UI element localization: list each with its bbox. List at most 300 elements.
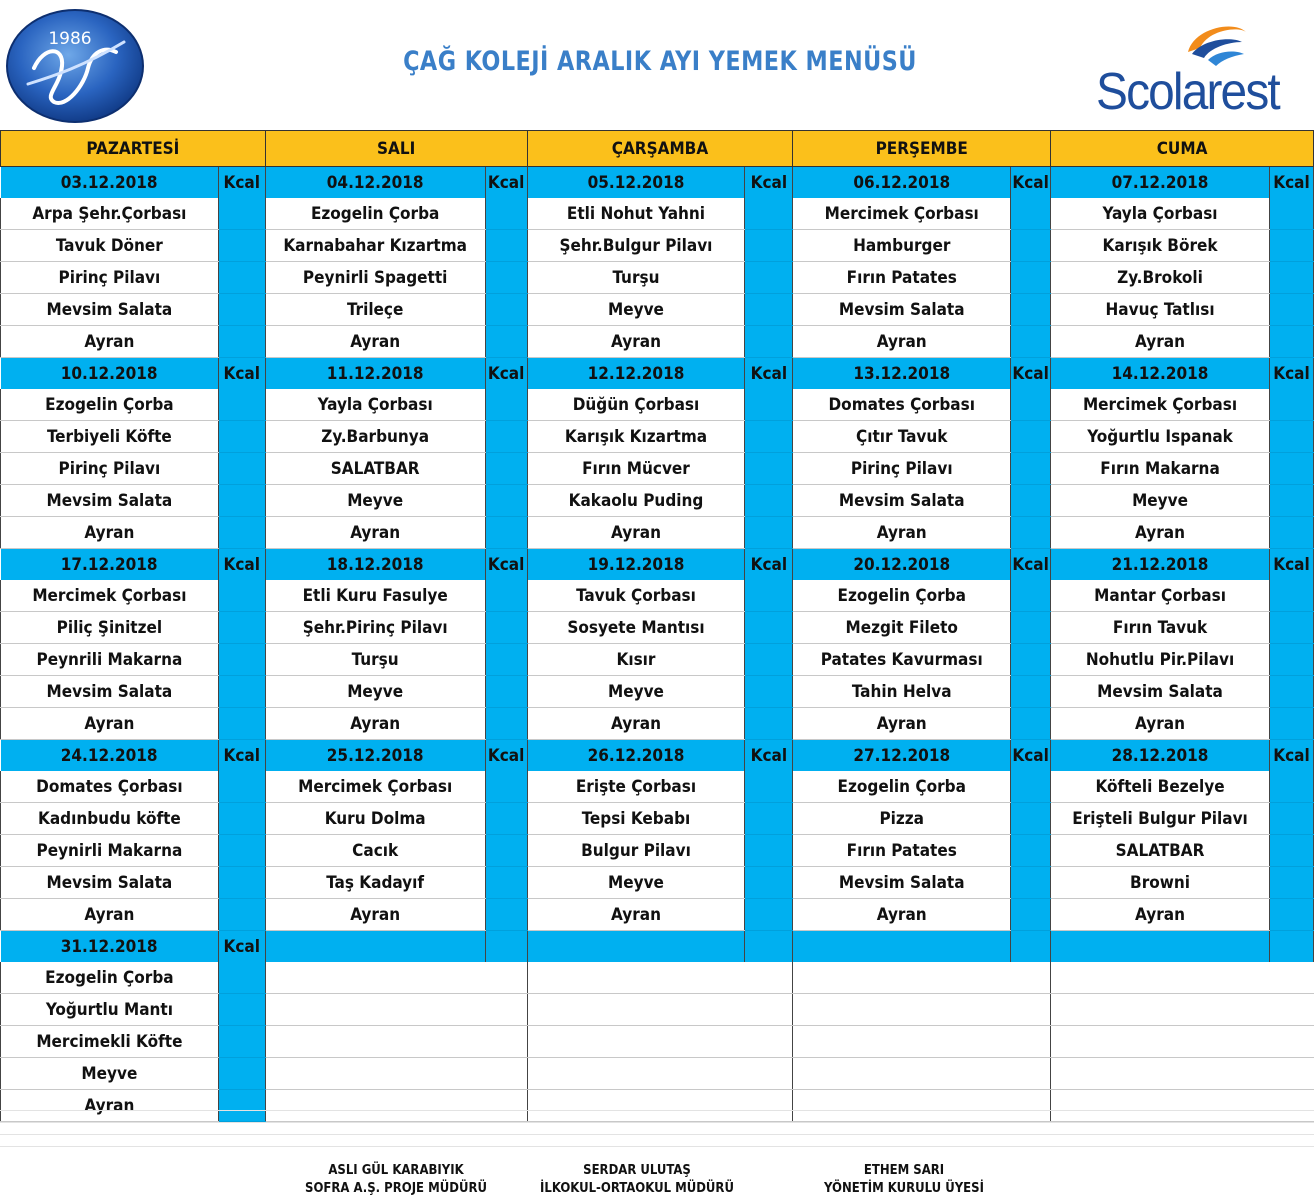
- kcal-cell: [745, 389, 793, 421]
- kcal-cell: [218, 803, 265, 835]
- kcal-header: [1011, 931, 1051, 963]
- menu-item: Trileçe: [265, 294, 485, 326]
- date-cell: 06.12.2018: [793, 167, 1011, 199]
- kcal-cell: [485, 1058, 527, 1090]
- menu-row: [1, 389, 1314, 421]
- date-cell: 17.12.2018: [1, 549, 219, 581]
- date-row: [1, 167, 1314, 199]
- day-header: ÇARŞAMBA: [527, 131, 793, 167]
- menu-item: Meyve: [265, 676, 485, 708]
- date-cell: [1051, 931, 1270, 963]
- kcal-header: Kcal: [1011, 358, 1051, 390]
- kcal-cell: [1269, 230, 1313, 262]
- kcal-cell: [1269, 485, 1313, 517]
- kcal-cell: [745, 421, 793, 453]
- kcal-cell: [218, 294, 265, 326]
- kcal-cell: [1011, 835, 1051, 867]
- kcal-cell: [485, 517, 527, 549]
- menu-item: Mevsim Salata: [793, 294, 1011, 326]
- kcal-cell: [745, 899, 793, 931]
- menu-item: Meyve: [1, 1058, 219, 1090]
- menu-item: Kısır: [527, 644, 745, 676]
- menu-item: Mercimek Çorbası: [793, 198, 1011, 230]
- menu-item: Mezgit Fileto: [793, 612, 1011, 644]
- kcal-cell: [218, 867, 265, 899]
- menu-item: Pizza: [793, 803, 1011, 835]
- date-row: [1, 740, 1314, 772]
- kcal-cell: [1269, 262, 1313, 294]
- kcal-cell: [485, 485, 527, 517]
- menu-table: [0, 130, 1314, 1122]
- kcal-header: Kcal: [218, 167, 265, 199]
- school-logo: [4, 6, 146, 124]
- date-row: [1, 549, 1314, 581]
- menu-item: Ayran: [265, 708, 485, 740]
- date-cell: 12.12.2018: [527, 358, 745, 390]
- menu-item: Turşu: [527, 262, 745, 294]
- menu-item: Ayran: [1, 708, 219, 740]
- kcal-header: Kcal: [485, 549, 527, 581]
- menu-item: Ayran: [793, 899, 1011, 931]
- signature-2: [527, 1162, 747, 1198]
- kcal-cell: [218, 326, 265, 358]
- menu-item: [1051, 962, 1270, 994]
- kcal-cell: [1011, 198, 1051, 230]
- kcal-cell: [745, 1026, 793, 1058]
- kcal-cell: [1269, 867, 1313, 899]
- menu-item: [1051, 1026, 1270, 1058]
- kcal-cell: [745, 803, 793, 835]
- kcal-cell: [218, 198, 265, 230]
- kcal-cell: [1011, 421, 1051, 453]
- kcal-cell: [485, 899, 527, 931]
- kcal-header: Kcal: [218, 931, 265, 963]
- kcal-cell: [1011, 453, 1051, 485]
- kcal-cell: [1269, 326, 1313, 358]
- menu-item: Etli Kuru Fasulye: [265, 580, 485, 612]
- menu-item: [793, 962, 1011, 994]
- date-cell: 24.12.2018: [1, 740, 219, 772]
- menu-item: SALATBAR: [265, 453, 485, 485]
- kcal-cell: [1011, 771, 1051, 803]
- menu-item: [793, 1058, 1011, 1090]
- menu-item: Mevsim Salata: [1, 294, 219, 326]
- menu-item: Ayran: [1, 326, 219, 358]
- menu-item: [793, 1026, 1011, 1058]
- menu-item: Ayran: [527, 708, 745, 740]
- menu-item: Zy.Barbunya: [265, 421, 485, 453]
- kcal-cell: [745, 262, 793, 294]
- kcal-cell: [218, 994, 265, 1026]
- menu-item: Ezogelin Çorba: [793, 580, 1011, 612]
- menu-item: Erişte Çorbası: [527, 771, 745, 803]
- kcal-cell: [1011, 676, 1051, 708]
- menu-row: [1, 867, 1314, 899]
- menu-item: Mevsim Salata: [1051, 676, 1270, 708]
- menu-item: [527, 1026, 745, 1058]
- date-cell: 04.12.2018: [265, 167, 485, 199]
- kcal-cell: [218, 676, 265, 708]
- kcal-cell: [1011, 230, 1051, 262]
- date-cell: 31.12.2018: [1, 931, 219, 963]
- kcal-cell: [1011, 517, 1051, 549]
- menu-item: Yayla Çorbası: [1051, 198, 1270, 230]
- kcal-cell: [745, 962, 793, 994]
- day-header: SALI: [265, 131, 527, 167]
- kcal-cell: [485, 421, 527, 453]
- kcal-cell: [745, 676, 793, 708]
- menu-row: [1, 771, 1314, 803]
- menu-item: Kadınbudu köfte: [1, 803, 219, 835]
- kcal-header: Kcal: [1011, 740, 1051, 772]
- kcal-cell: [485, 580, 527, 612]
- date-cell: 21.12.2018: [1051, 549, 1270, 581]
- kcal-cell: [1269, 676, 1313, 708]
- kcal-cell: [745, 867, 793, 899]
- menu-row: [1, 676, 1314, 708]
- menu-item: Kuru Dolma: [265, 803, 485, 835]
- menu-item: SALATBAR: [1051, 835, 1270, 867]
- kcal-cell: [1269, 453, 1313, 485]
- menu-item: Mercimek Çorbası: [265, 771, 485, 803]
- signature-name: ETHEM SARI: [863, 1163, 945, 1178]
- kcal-cell: [485, 994, 527, 1026]
- date-cell: 05.12.2018: [527, 167, 745, 199]
- kcal-cell: [485, 453, 527, 485]
- menu-row: [1, 708, 1314, 740]
- menu-row: [1, 580, 1314, 612]
- menu-item: Mevsim Salata: [1, 485, 219, 517]
- kcal-cell: [1269, 644, 1313, 676]
- menu-item: [265, 962, 485, 994]
- date-cell: 14.12.2018: [1051, 358, 1270, 390]
- signature-name: ASLI GÜL KARABIYIK: [328, 1163, 464, 1178]
- kcal-header: Kcal: [745, 167, 793, 199]
- kcal-cell: [485, 771, 527, 803]
- menu-item: Ayran: [793, 326, 1011, 358]
- kcal-cell: [485, 835, 527, 867]
- kcal-cell: [485, 326, 527, 358]
- menu-item: Arpa Şehr.Çorbası: [1, 198, 219, 230]
- menu-item: Cacık: [265, 835, 485, 867]
- kcal-cell: [1011, 994, 1051, 1026]
- kcal-cell: [1011, 580, 1051, 612]
- kcal-cell: [218, 771, 265, 803]
- menu-item: Mevsim Salata: [793, 867, 1011, 899]
- kcal-cell: [218, 1058, 265, 1090]
- kcal-header: Kcal: [1269, 549, 1313, 581]
- menu-item: Tavuk Çorbası: [527, 580, 745, 612]
- menu-item: Mantar Çorbası: [1051, 580, 1270, 612]
- menu-item: [527, 994, 745, 1026]
- kcal-cell: [218, 453, 265, 485]
- kcal-cell: [745, 612, 793, 644]
- menu-item: Ayran: [265, 517, 485, 549]
- menu-item: [1051, 1058, 1270, 1090]
- kcal-header: [485, 931, 527, 963]
- menu-item: Peynirli Spagetti: [265, 262, 485, 294]
- date-cell: [265, 931, 485, 963]
- kcal-cell: [485, 962, 527, 994]
- menu-item: Mercimek Çorbası: [1, 580, 219, 612]
- kcal-cell: [218, 1026, 265, 1058]
- date-cell: [793, 931, 1011, 963]
- menu-item: Ayran: [1051, 708, 1270, 740]
- menu-row: [1, 803, 1314, 835]
- kcal-cell: [1011, 899, 1051, 931]
- menu-row: [1, 612, 1314, 644]
- menu-item: Ayran: [1, 517, 219, 549]
- menu-item: Yayla Çorbası: [265, 389, 485, 421]
- menu-item: Domates Çorbası: [793, 389, 1011, 421]
- day-header: CUMA: [1051, 131, 1314, 167]
- menu-item: Ayran: [793, 517, 1011, 549]
- date-cell: 18.12.2018: [265, 549, 485, 581]
- date-cell: 07.12.2018: [1051, 167, 1270, 199]
- kcal-header: Kcal: [218, 549, 265, 581]
- menu-item: Turşu: [265, 644, 485, 676]
- menu-item: Yoğurtlu Ispanak: [1051, 421, 1270, 453]
- menu-item: Nohutlu Pir.Pilavı: [1051, 644, 1270, 676]
- menu-item: Mevsim Salata: [1, 676, 219, 708]
- kcal-cell: [1011, 326, 1051, 358]
- date-row: [1, 358, 1314, 390]
- kcal-cell: [218, 485, 265, 517]
- kcal-cell: [485, 867, 527, 899]
- menu-item: Mevsim Salata: [1, 867, 219, 899]
- logo-year: 1986: [48, 29, 92, 49]
- signature-role: YÖNETİM KURULU ÜYESİ: [824, 1181, 984, 1196]
- kcal-cell: [485, 294, 527, 326]
- menu-row: [1, 994, 1314, 1026]
- date-cell: 11.12.2018: [265, 358, 485, 390]
- date-cell: [527, 931, 745, 963]
- menu-item: Yoğurtlu Mantı: [1, 994, 219, 1026]
- kcal-cell: [1269, 580, 1313, 612]
- kcal-cell: [745, 517, 793, 549]
- menu-item: Fırın Mücver: [527, 453, 745, 485]
- menu-item: Pirinç Pilavı: [1, 262, 219, 294]
- kcal-cell: [1269, 962, 1313, 994]
- menu-row: [1, 644, 1314, 676]
- menu-item: Peynrili Makarna: [1, 644, 219, 676]
- kcal-cell: [1269, 389, 1313, 421]
- kcal-cell: [485, 676, 527, 708]
- kcal-cell: [1269, 1058, 1313, 1090]
- kcal-cell: [1269, 294, 1313, 326]
- kcal-header: Kcal: [485, 740, 527, 772]
- kcal-header: Kcal: [485, 167, 527, 199]
- kcal-header: Kcal: [218, 740, 265, 772]
- kcal-header: Kcal: [1011, 167, 1051, 199]
- menu-item: Tavuk Döner: [1, 230, 219, 262]
- menu-item: Ayran: [793, 708, 1011, 740]
- kcal-cell: [218, 708, 265, 740]
- menu-item: Köfteli Bezelye: [1051, 771, 1270, 803]
- swirl-icon: [1182, 18, 1252, 68]
- menu-item: Pirinç Pilavı: [1, 453, 219, 485]
- kcal-cell: [218, 421, 265, 453]
- signature-3: [795, 1162, 1013, 1198]
- menu-item: Ayran: [1, 1090, 219, 1122]
- signature-role: SOFRA A.Ş. PROJE MÜDÜRÜ: [305, 1181, 487, 1196]
- logo-wordmark: Scolarest: [1096, 63, 1279, 121]
- kcal-header: Kcal: [1269, 740, 1313, 772]
- signature-1: [265, 1162, 527, 1198]
- kcal-cell: [1269, 517, 1313, 549]
- kcal-cell: [745, 294, 793, 326]
- kcal-cell: [1011, 612, 1051, 644]
- kcal-cell: [745, 485, 793, 517]
- menu-item: Ayran: [527, 899, 745, 931]
- date-cell: 26.12.2018: [527, 740, 745, 772]
- menu-item: Erişteli Bulgur Pilavı: [1051, 803, 1270, 835]
- menu-item: Fırın Makarna: [1051, 453, 1270, 485]
- kcal-cell: [218, 262, 265, 294]
- menu-item: Düğün Çorbası: [527, 389, 745, 421]
- kcal-cell: [745, 644, 793, 676]
- kcal-cell: [1011, 485, 1051, 517]
- menu-item: Meyve: [527, 867, 745, 899]
- date-cell: 27.12.2018: [793, 740, 1011, 772]
- kcal-cell: [1269, 771, 1313, 803]
- menu-item: Şehr.Bulgur Pilavı: [527, 230, 745, 262]
- kcal-header: Kcal: [745, 358, 793, 390]
- menu-item: Hamburger: [793, 230, 1011, 262]
- kcal-cell: [745, 835, 793, 867]
- kcal-cell: [485, 612, 527, 644]
- menu-item: Patates Kavurması: [793, 644, 1011, 676]
- menu-item: Meyve: [1051, 485, 1270, 517]
- kcal-cell: [1269, 803, 1313, 835]
- kcal-header: Kcal: [485, 358, 527, 390]
- kcal-cell: [1011, 1026, 1051, 1058]
- kcal-header: Kcal: [745, 549, 793, 581]
- menu-item: Ezogelin Çorba: [1, 962, 219, 994]
- kcal-cell: [218, 644, 265, 676]
- menu-item: Meyve: [527, 676, 745, 708]
- menu-item: [265, 1026, 485, 1058]
- menu-row: [1, 294, 1314, 326]
- menu-item: [527, 1058, 745, 1090]
- kcal-cell: [745, 326, 793, 358]
- kcal-cell: [218, 517, 265, 549]
- date-cell: 19.12.2018: [527, 549, 745, 581]
- kcal-cell: [1011, 803, 1051, 835]
- kcal-cell: [1011, 294, 1051, 326]
- menu-item: Ayran: [265, 899, 485, 931]
- menu-item: Kakaolu Puding: [527, 485, 745, 517]
- kcal-cell: [218, 389, 265, 421]
- menu-item: Havuç Tatlısı: [1051, 294, 1270, 326]
- kcal-cell: [485, 230, 527, 262]
- day-header-row: [1, 131, 1314, 167]
- date-cell: 10.12.2018: [1, 358, 219, 390]
- menu-item: Ezogelin Çorba: [793, 771, 1011, 803]
- kcal-cell: [218, 612, 265, 644]
- kcal-cell: [1269, 708, 1313, 740]
- kcal-header: Kcal: [1269, 167, 1313, 199]
- kcal-cell: [745, 230, 793, 262]
- kcal-cell: [1269, 612, 1313, 644]
- kcal-cell: [1011, 708, 1051, 740]
- kcal-cell: [1269, 198, 1313, 230]
- menu-item: Ayran: [527, 517, 745, 549]
- day-header: PAZARTESİ: [1, 131, 266, 167]
- date-cell: 03.12.2018: [1, 167, 219, 199]
- scolarest-logo: [1090, 18, 1290, 123]
- menu-item: Ayran: [1051, 899, 1270, 931]
- date-row: [1, 931, 1314, 963]
- menu-item: Çıtır Tavuk: [793, 421, 1011, 453]
- kcal-cell: [745, 994, 793, 1026]
- menu-item: Fırın Patates: [793, 835, 1011, 867]
- kcal-cell: [218, 899, 265, 931]
- date-cell: 13.12.2018: [793, 358, 1011, 390]
- menu-item: Etli Nohut Yahni: [527, 198, 745, 230]
- menu-item: Mevsim Salata: [793, 485, 1011, 517]
- menu-row: [1, 198, 1314, 230]
- menu-item: Tepsi Kebabı: [527, 803, 745, 835]
- menu-row: [1, 962, 1314, 994]
- menu-item: Ezogelin Çorba: [265, 198, 485, 230]
- menu-item: Piliç Şinitzel: [1, 612, 219, 644]
- menu-item: [265, 1058, 485, 1090]
- menu-item: Ayran: [1, 899, 219, 931]
- kcal-cell: [1011, 867, 1051, 899]
- menu-item: Zy.Brokoli: [1051, 262, 1270, 294]
- menu-item: [265, 994, 485, 1026]
- kcal-header: [1269, 931, 1313, 963]
- kcal-cell: [1269, 994, 1313, 1026]
- kcal-cell: [1269, 1026, 1313, 1058]
- menu-row: [1, 485, 1314, 517]
- menu-row: [1, 899, 1314, 931]
- menu-item: Ayran: [1051, 326, 1270, 358]
- menu-item: [527, 962, 745, 994]
- menu-item: Meyve: [527, 294, 745, 326]
- menu-item: Fırın Tavuk: [1051, 612, 1270, 644]
- menu-item: Karışık Kızartma: [527, 421, 745, 453]
- menu-item: Taş Kadayıf: [265, 867, 485, 899]
- menu-row: [1, 835, 1314, 867]
- signature-role: İLKOKUL-ORTAOKUL MÜDÜRÜ: [540, 1181, 734, 1196]
- kcal-cell: [1011, 962, 1051, 994]
- menu-row: [1, 517, 1314, 549]
- menu-item: Terbiyeli Köfte: [1, 421, 219, 453]
- menu-item: Bulgur Pilavı: [527, 835, 745, 867]
- kcal-cell: [485, 389, 527, 421]
- kcal-header: Kcal: [745, 740, 793, 772]
- menu-item: [1051, 994, 1270, 1026]
- menu-item: Ayran: [1051, 517, 1270, 549]
- kcal-cell: [745, 580, 793, 612]
- menu-item: Karışık Börek: [1051, 230, 1270, 262]
- menu-item: Ayran: [527, 326, 745, 358]
- menu-item: [793, 994, 1011, 1026]
- kcal-cell: [745, 708, 793, 740]
- date-cell: 28.12.2018: [1051, 740, 1270, 772]
- kcal-cell: [745, 1058, 793, 1090]
- date-cell: 25.12.2018: [265, 740, 485, 772]
- menu-item: Meyve: [265, 485, 485, 517]
- kcal-cell: [485, 198, 527, 230]
- kcal-cell: [485, 803, 527, 835]
- menu-item: Mercimek Çorbası: [1051, 389, 1270, 421]
- menu-row: [1, 453, 1314, 485]
- kcal-cell: [485, 644, 527, 676]
- menu-item: Peynirli Makarna: [1, 835, 219, 867]
